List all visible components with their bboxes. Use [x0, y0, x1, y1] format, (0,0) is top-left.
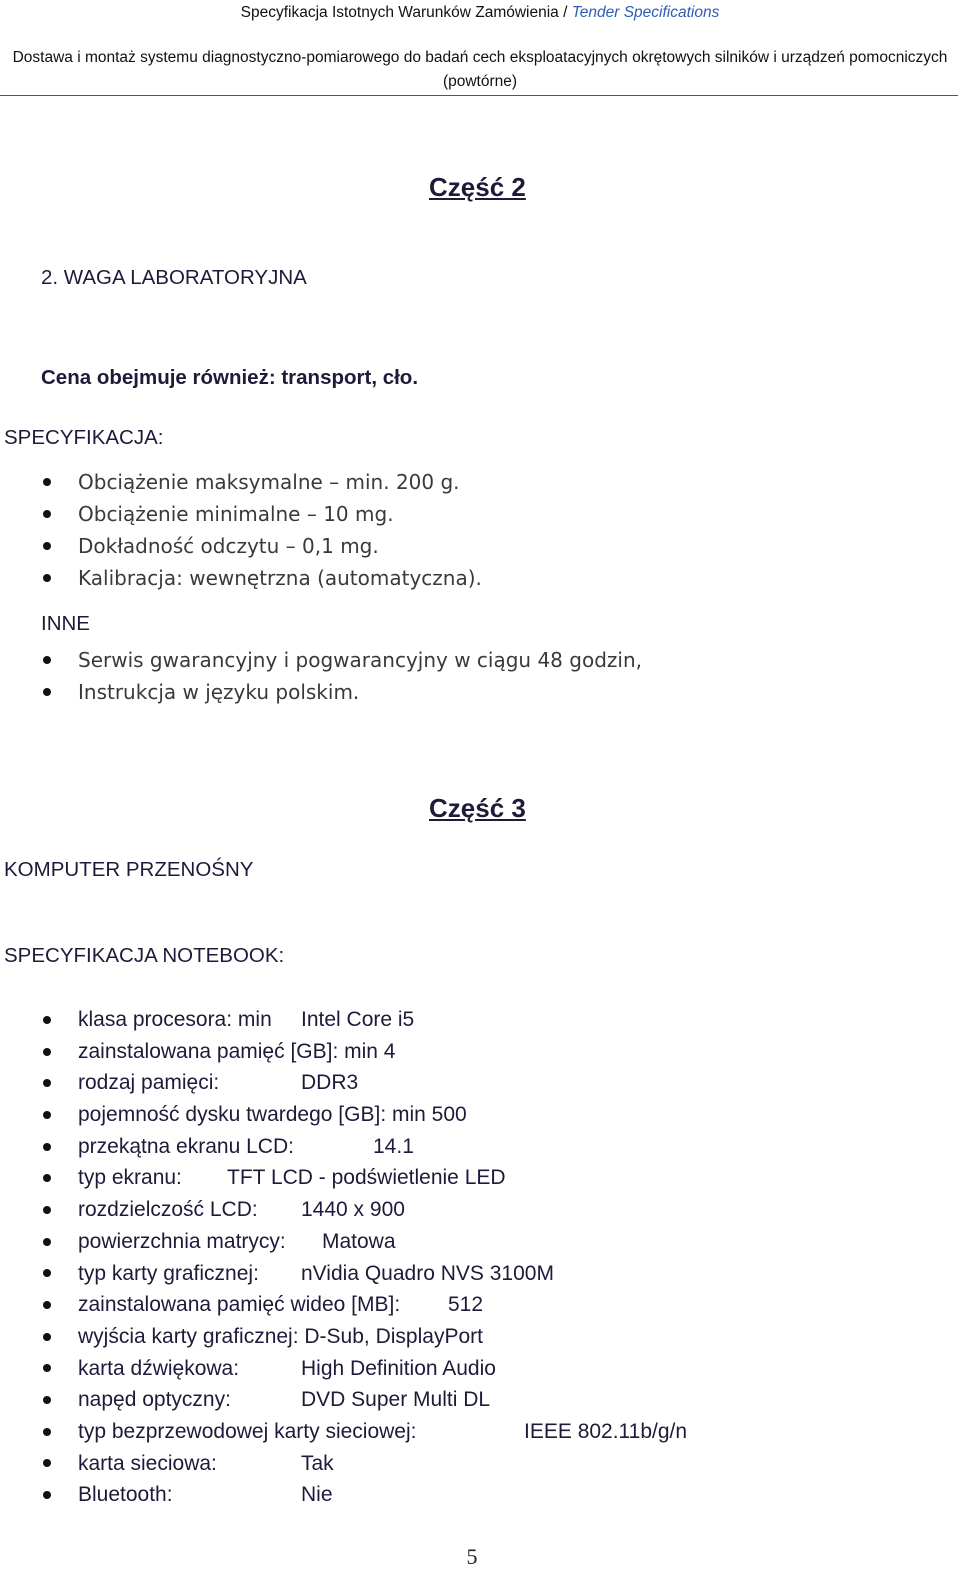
- spec-row-matrix-surface: [0, 1226, 483, 1258]
- list-item: Dokładność odczytu – 0,1 mg.: [0, 530, 482, 562]
- spec-row-screen-type: [0, 1162, 506, 1194]
- spec-label: zainstalowana pamięć wideo [MB]:: [78, 1293, 401, 1317]
- spec-row-ram-size: [0, 1036, 483, 1068]
- spec-row-sound-card: [0, 1353, 496, 1385]
- spec-value: Tak: [301, 1451, 334, 1475]
- spec-label: rodzaj pamięci:: [78, 1071, 220, 1095]
- spec-label: wyjścia karty graficznej: D-Sub, DisplayPort: [78, 1324, 483, 1348]
- bullet-icon: [43, 542, 51, 550]
- spec-label: pojemność dysku twardego [GB]: min 500: [78, 1103, 467, 1127]
- spec-row-screen-size: [0, 1131, 483, 1163]
- bullet-icon: [43, 1301, 51, 1309]
- bullet-icon: [43, 1238, 51, 1246]
- spec-value: 14.1: [373, 1134, 414, 1158]
- part-2-spec-list: [0, 466, 482, 594]
- header-divider: [0, 95, 958, 96]
- bullet-icon: [43, 1016, 51, 1024]
- running-header-title: [0, 4, 960, 22]
- part-3-item-heading: KOMPUTER PRZENOŚNY: [4, 858, 254, 881]
- bullet-icon: [43, 1396, 51, 1404]
- spec-row-wireless: [0, 1416, 688, 1448]
- list-item: Kalibracja: wewnętrzna (automatyczna).: [0, 562, 482, 594]
- spec-row-gpu: [0, 1258, 554, 1290]
- spec-label: przekątna ekranu LCD:: [78, 1134, 294, 1158]
- spec-value: Intel Core i5: [301, 1008, 415, 1031]
- bullet-icon: [43, 1143, 51, 1151]
- list-item: Obciążenie maksymalne – min. 200 g.: [0, 466, 482, 498]
- part-2-title: Część 2: [429, 172, 526, 202]
- bullet-icon: [43, 478, 51, 486]
- list-item: Serwis gwarancyjny i pogwarancyjny w ciągu 48 godzin,: [0, 644, 642, 676]
- bullet-icon: [43, 1364, 51, 1372]
- spec-value: High Definition Audio: [301, 1356, 496, 1380]
- price-note: Cena obejmuje również: transport, cło.: [41, 366, 419, 389]
- spec-value: Matowa: [322, 1229, 396, 1253]
- spec-value: Nie: [301, 1483, 333, 1507]
- spec-row-optical-drive: [0, 1384, 491, 1416]
- spec-label: typ bezprzewodowej karty sieciowej:: [78, 1419, 417, 1443]
- bullet-icon: [43, 1333, 51, 1341]
- spec-label: napęd optyczny:: [78, 1388, 231, 1412]
- spec-row-processor: [0, 1004, 483, 1036]
- page-number: 5: [466, 1544, 478, 1569]
- spec-row-disk: [0, 1099, 483, 1131]
- bullet-icon: [43, 656, 51, 664]
- spec-label: powierzchnia matrycy:: [78, 1229, 286, 1253]
- spec-label: klasa procesora: min: [78, 1008, 272, 1031]
- bullet-icon: [43, 1269, 51, 1277]
- spec-value: TFT LCD - podświetlenie LED: [227, 1166, 506, 1190]
- spec-row-network-card: [0, 1448, 483, 1480]
- bullet-icon: [43, 1206, 51, 1214]
- bullet-icon: [43, 1079, 51, 1087]
- spec-row-ram-type: [0, 1067, 483, 1099]
- bullet-icon: [43, 688, 51, 696]
- list-item: Instrukcja w języku polskim.: [0, 676, 642, 708]
- spec-label: rozdzielczość LCD:: [78, 1198, 258, 1222]
- running-header-subject: Dostawa i montaż systemu diagnostyczno-pomiarowego do badań cech eksploatacyjnych okrętowych silników i urządzeń pomocniczych (powtórne): [12, 49, 948, 90]
- spec-label: typ ekranu:: [78, 1166, 182, 1190]
- bullet-icon: [43, 1111, 51, 1119]
- spec-value: nVidia Quadro NVS 3100M: [301, 1261, 554, 1285]
- list-item: Obciążenie minimalne – 10 mg.: [0, 498, 482, 530]
- bullet-icon: [43, 1174, 51, 1182]
- spec-value: DDR3: [301, 1071, 359, 1095]
- spec-label: typ karty graficznej:: [78, 1261, 259, 1285]
- spec-value: IEEE 802.11b/g/n: [524, 1419, 688, 1443]
- part-2-spec-heading: SPECYFIKACJA:: [4, 426, 164, 449]
- spec-value: 1440 x 900: [301, 1198, 405, 1222]
- spec-row-resolution: [0, 1194, 483, 1226]
- spec-row-bluetooth: [0, 1479, 483, 1511]
- bullet-icon: [43, 1048, 51, 1056]
- spec-value: DVD Super Multi DL: [301, 1388, 491, 1412]
- spec-row-video-outputs: [0, 1321, 483, 1353]
- bullet-icon: [43, 510, 51, 518]
- header-title-pl: Specyfikacja Istotnych Warunków Zamówienia /: [240, 4, 572, 21]
- spec-value: 512: [448, 1293, 484, 1317]
- header-title-en: Tender Specifications: [571, 4, 720, 21]
- notebook-spec-list: [0, 1004, 688, 1511]
- part-3-spec-heading: SPECYFIKACJA NOTEBOOK:: [4, 944, 285, 967]
- spec-label: karta dźwiękowa:: [78, 1356, 240, 1380]
- part-2-item-heading: 2. WAGA LABORATORYJNA: [41, 266, 307, 289]
- bullet-icon: [43, 1428, 51, 1436]
- spec-label: Bluetooth:: [78, 1483, 173, 1507]
- bullet-icon: [43, 1491, 51, 1499]
- spec-row-video-memory: [0, 1289, 483, 1321]
- part-3-title: Część 3: [429, 793, 526, 823]
- bullet-icon: [43, 1459, 51, 1467]
- spec-label: karta sieciowa:: [78, 1451, 217, 1475]
- spec-label: zainstalowana pamięć [GB]: min 4: [78, 1039, 396, 1063]
- part-2-other-list: [0, 644, 642, 708]
- part-2-other-heading: INNE: [41, 612, 90, 635]
- bullet-icon: [43, 574, 51, 582]
